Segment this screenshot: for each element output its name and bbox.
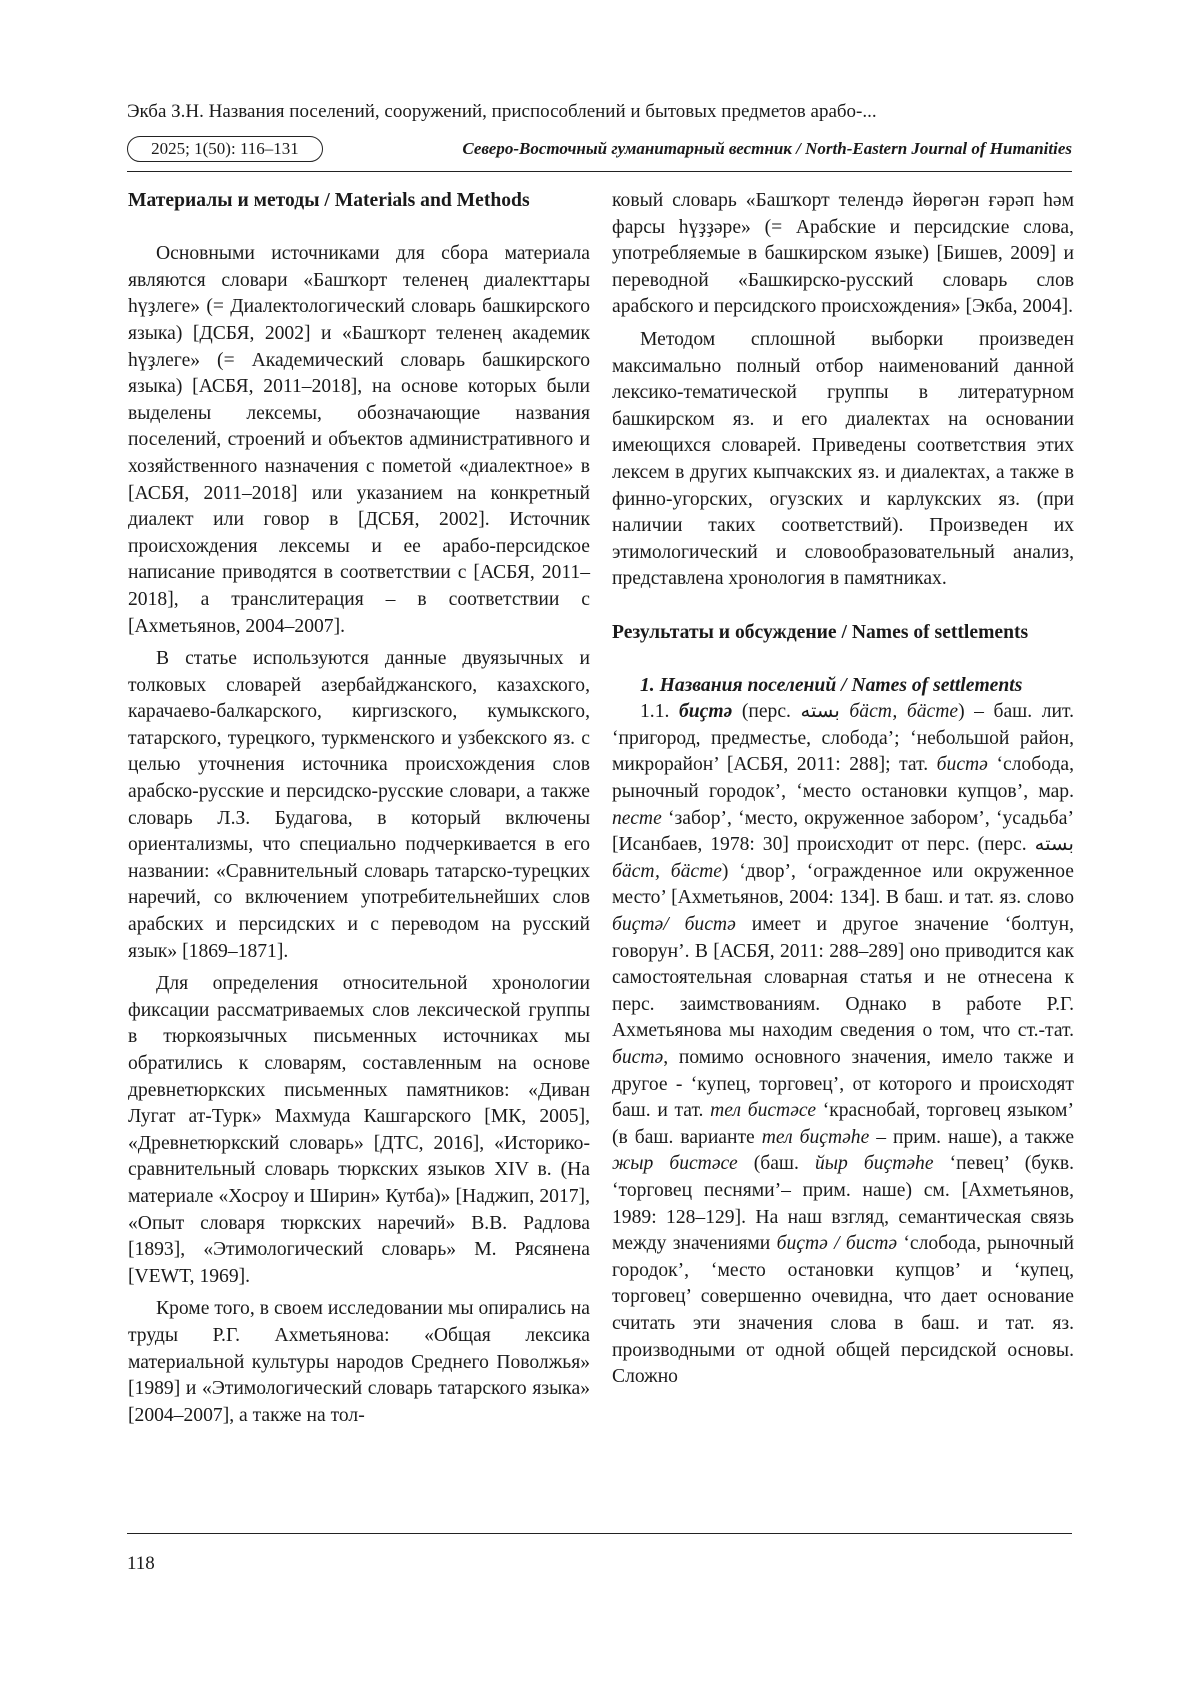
cited-word: бистә (612, 1047, 664, 1068)
spacer (128, 215, 590, 242)
entry-paragraph (612, 699, 1074, 1390)
spacer (612, 593, 1074, 620)
section-heading-results: Результаты и обсуждение / Names of settlements (612, 621, 1029, 643)
entry-text: ‘слобода, рыночный городок’, ‘место остановки купцов’, мар. (612, 754, 1074, 803)
entry-text: ) ‘двор’, ‘огражденное или окруженное место’ [Ахметьянов, 2004: 134]. В баш. и тат. яз. слово (612, 860, 1074, 909)
transliteration: бäст, бäсте (612, 860, 722, 882)
cited-word: йыр биҫтәһе (814, 1153, 934, 1175)
paragraph: Для определения относительной хронологии фиксации рассматриваемых слов лексической группы в тюркоязычных письменных источниках мы обратились к словарям, составленным на основе древнетюркских письменных памятников: «Диван Лугат ат-Турк» Махмуда Кашгарского [МК, 2005], «Древнетюркский словарь» [ДТС, 2016], «Историко-сравнительный словарь тюркских языков XIV в. (На материале «Хосроу и Ширин» Кутба)» [Наджип, 2017], «Опыт словаря тюркских наречий» В.В. Радлова [1893], «Этимологический словарь» М. Рясянена [VEWT, 1969]. (128, 973, 590, 1287)
footer-divider (127, 1533, 1072, 1534)
journal-title: Северо-Восточный гуманитарный вестник / North-Eastern Journal of Humanities (462, 139, 1072, 158)
paragraph: Кроме того, в своем исследовании мы опирались на труды Р.Г. Ахметьянова: «Общая лексика материальной культуры народов Среднего Поволжья» [1989] и «Этимологический словарь татарского языка» [2004–2007], а также на тол- (128, 1298, 590, 1426)
entry-text: ) – баш. лит. ‘пригород, предместье, слобода’; ‘небольшой район, микрорайон’ [АСБЯ, 2011: 288]; тат. (612, 701, 1074, 776)
running-title: Экба З.Н. Названия поселений, сооружений, приспособлений и бытовых предметов арабо-... (127, 101, 877, 122)
entry-text: , помимо основного значения, имело также и другое - ‘купец, торговец’, от которого и происходят баш. и тат. (612, 1047, 1074, 1122)
paragraph: Методом сплошной выборки произведен максимально полный отбор наименований данной лексико-тематической группы в литературном башкирском яз. и его диалектах на основании имеющихся словарей. Приведены соответствия этих лексем в других кыпчакских яз. и диалектах, а также в финно-угорских, огузских и карлукских яз. (при наличии таких соответствий). Произведен их этимологический и словообразовательный анализ, представлена хронология в памятниках. (612, 328, 1074, 590)
subsection-heading: 1. Названия поселений / Names of settlements (640, 674, 1023, 696)
left-column (128, 188, 590, 1429)
journal-header (127, 136, 1072, 166)
paragraph: В статье используются данные двуязычных и толковых словарей азербайджанского, казахского, карачаево-балкарского, киргизского, кумыкского, татарского, турецкого, туркменского и узбекского яз. с целью уточнения источника происхождения слов арабско-русские и персидско-русские словари, а также словарь Л.З. Будагова, в который включены ориентализмы, что специально подчеркивается в его названии: «Сравнительный словарь татарско-турецких наречий, со включением употребительнейших слов арабских и персидских и с переводом на русский язык» [1869–1871]. (128, 648, 590, 962)
cited-word: тел бистәсе (710, 1100, 817, 1122)
page-number: 118 (127, 1553, 155, 1574)
cited-word: бистә (936, 754, 988, 776)
entry-text: имеет и другое значение ‘болтун, говорун’. В [АСБЯ, 2011: 288–289] оно приводится как самостоятельная словарная статья и не отнесена к перс. заимствованиям. Однако в работе Р.Г. Ахметьянова мы находим сведения о том, что ст.-тат. (612, 914, 1074, 1042)
entry-text: ‘забор’, ‘место, окруженное забором’, ‘усадьба’ [Исанбаев, 1978: 30] происходит от перс. (перс. (612, 807, 1074, 856)
cited-word: песте (612, 807, 662, 829)
entry-headword: биҫтә (678, 701, 733, 723)
issue-badge: 2025; 1(50): 116–131 (127, 136, 323, 162)
header-divider (127, 171, 1072, 172)
paragraph: Основными источниками для сбора материала являются словари «Башҡорт теленең диалекттары һүҙлеге» (= Диалектологический словарь башкирского языка) [ДСБЯ, 2002] и «Башҡорт теленең академик һүҙлеге» (= Академический словарь башкирского языка) [АСБЯ, 2011–2018], на основе которых были выделены лексемы, обозначающие названия поселений, строений и объектов административного и хозяйственного назначения с пометой «диалектное» в [АСБЯ, 2011–2018] или указанием на конкретный диалект или говор в [ДСБЯ, 2002]. Источник происхождения лексемы и ее арабо-персидское написание приводятся в соответствии с [АСБЯ, 2011–2018], а транслитерация – в соответствии с [Ахметьянов, 2004–2007]. (128, 243, 590, 637)
transliteration: бäст, бäсте (849, 701, 959, 723)
entry-text: ‘певец’ (букв. ‘торговец песнями’– прим. наше) см. [Ахметьянов, 1989: 128–129]. На наш взгляд, семантическая связь между значениями (612, 1153, 1074, 1255)
entry-text: – прим. наше), а также (876, 1126, 1075, 1148)
spacer (612, 646, 1074, 673)
paragraph: ковый словарь «Башҡорт телендә йөрөгән ғәрәп һәм фарсы һүҙҙәре» (= Арабские и персидские слова, употребляемые в башкирском языке) [Бишев, 2009] и переводной «Башкирско-русский словарь слов арабского и персидского происхождения» [Экба, 2004]. (612, 190, 1074, 318)
entry-text: (перс. (741, 701, 791, 723)
entry-text: ‘краснобай, торговец языком’ (в баш. варианте (612, 1100, 1074, 1148)
section-heading-materials: Материалы и методы / Materials and Methods (128, 190, 530, 211)
cited-word: биҫтә/ бистә (612, 914, 736, 936)
entry-text: (баш. (753, 1153, 799, 1175)
right-column (612, 188, 1074, 1391)
arabic-script: بسته (1034, 834, 1074, 856)
cited-word: тел биҫтәһе (761, 1126, 870, 1148)
entry-text: ‘слобода, рыночный городок’, ‘место остановки купцов’ и ‘купец, торговец’ совершенно очевидна, что дает основание считать эти значения слова в баш. и тат. яз. производными от одной общей персидской основы. Сложно (612, 1233, 1075, 1388)
entry-number: 1.1. (640, 701, 670, 723)
cited-word: биҫтә / бистә (776, 1233, 898, 1255)
arabic-script: بسته (800, 701, 840, 723)
cited-word: жыр бистәсе (612, 1153, 738, 1175)
